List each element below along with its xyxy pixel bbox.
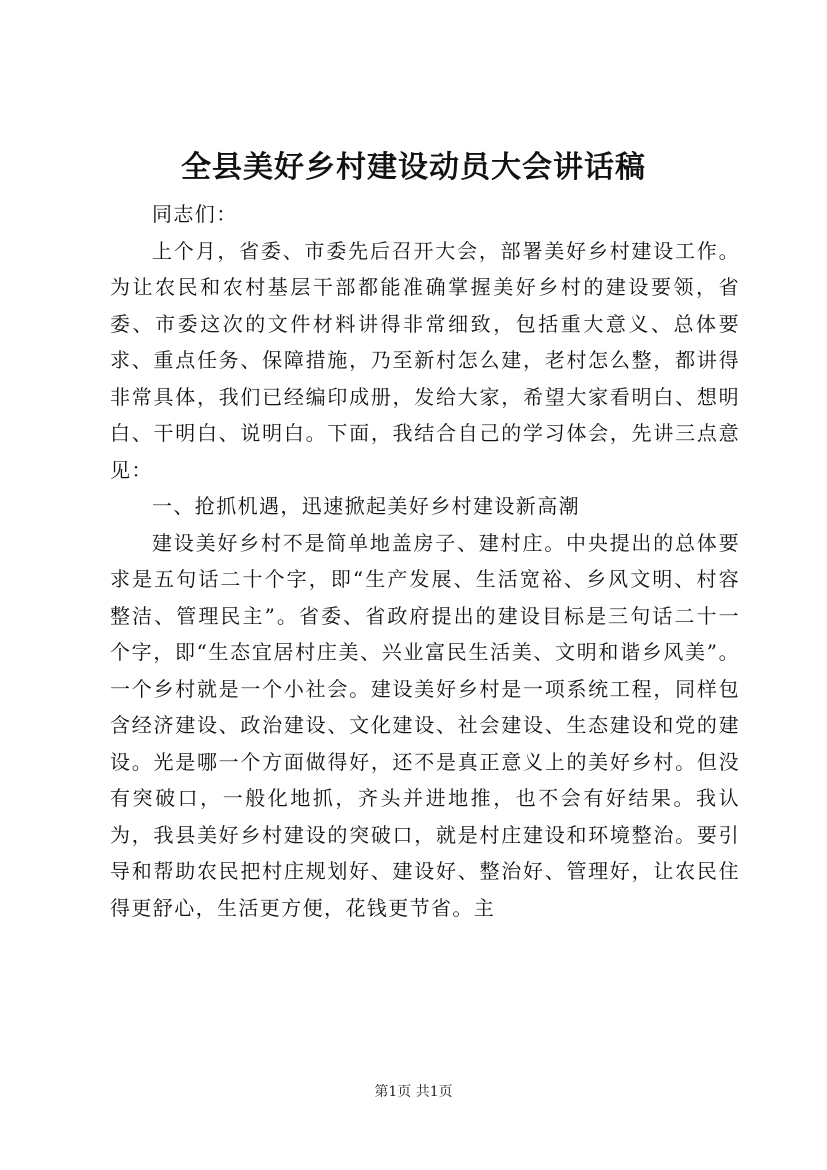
intro-paragraph: 上个月，省委、市委先后召开大会，部署美好乡村建设工作。为让农民和农村基层干部都能准确掌握美好乡村的建设要领，省委、市委这次的文件材料讲得非常细致，包括重大意义、总体要求、重点任务、保障措施，乃至新村怎么建，老村怎么整，都讲得非常具体，我们已经编印成册，发给大家，希望大家看明白、想明白、干明白、说明白。下面，我结合自己的学习体会，先讲三点意见： [110, 238, 740, 482]
section-paragraph: 建设美好乡村不是简单地盖房子、建村庄。中央提出的总体要求是五句话二十个字，即“生产发展、生活宽裕、乡风文明、村容整洁、管理民主”。省委、省政府提出的建设目标是三句话二十一个字，即“生态宜居村庄美、兴业富民生活美、文明和谐乡风美”。一个乡村就是一个小社会。建设美好乡村是一项系统工程，同样包含经济建设、政治建设、文化建设、社会建设、生态建设和党的建设。光是哪一个方面做得好，还不是真正意义上的美好乡村。但没有突破口，一般化地抓，齐头并进地推，也不会有好结果。我认为，我县美好乡村建设的突破口，就是村庄建设和环境整治。要引导和帮助农民把村庄规划好、建设好、整治好、管理好，让农民住得更舒心，生活更方便，花钱更节省。主 [110, 530, 740, 920]
document-body [110, 196, 740, 926]
page-footer [0, 1082, 827, 1102]
document-title: 全县美好乡村建设动员大会讲话稿 [181, 150, 646, 185]
salutation-paragraph: 同志们： [152, 202, 238, 226]
section-heading: 一、抢抓机遇，迅速掀起美好乡村建设新高潮 [152, 494, 580, 518]
page-number-label: 第1页 共1页 [374, 1084, 453, 1100]
